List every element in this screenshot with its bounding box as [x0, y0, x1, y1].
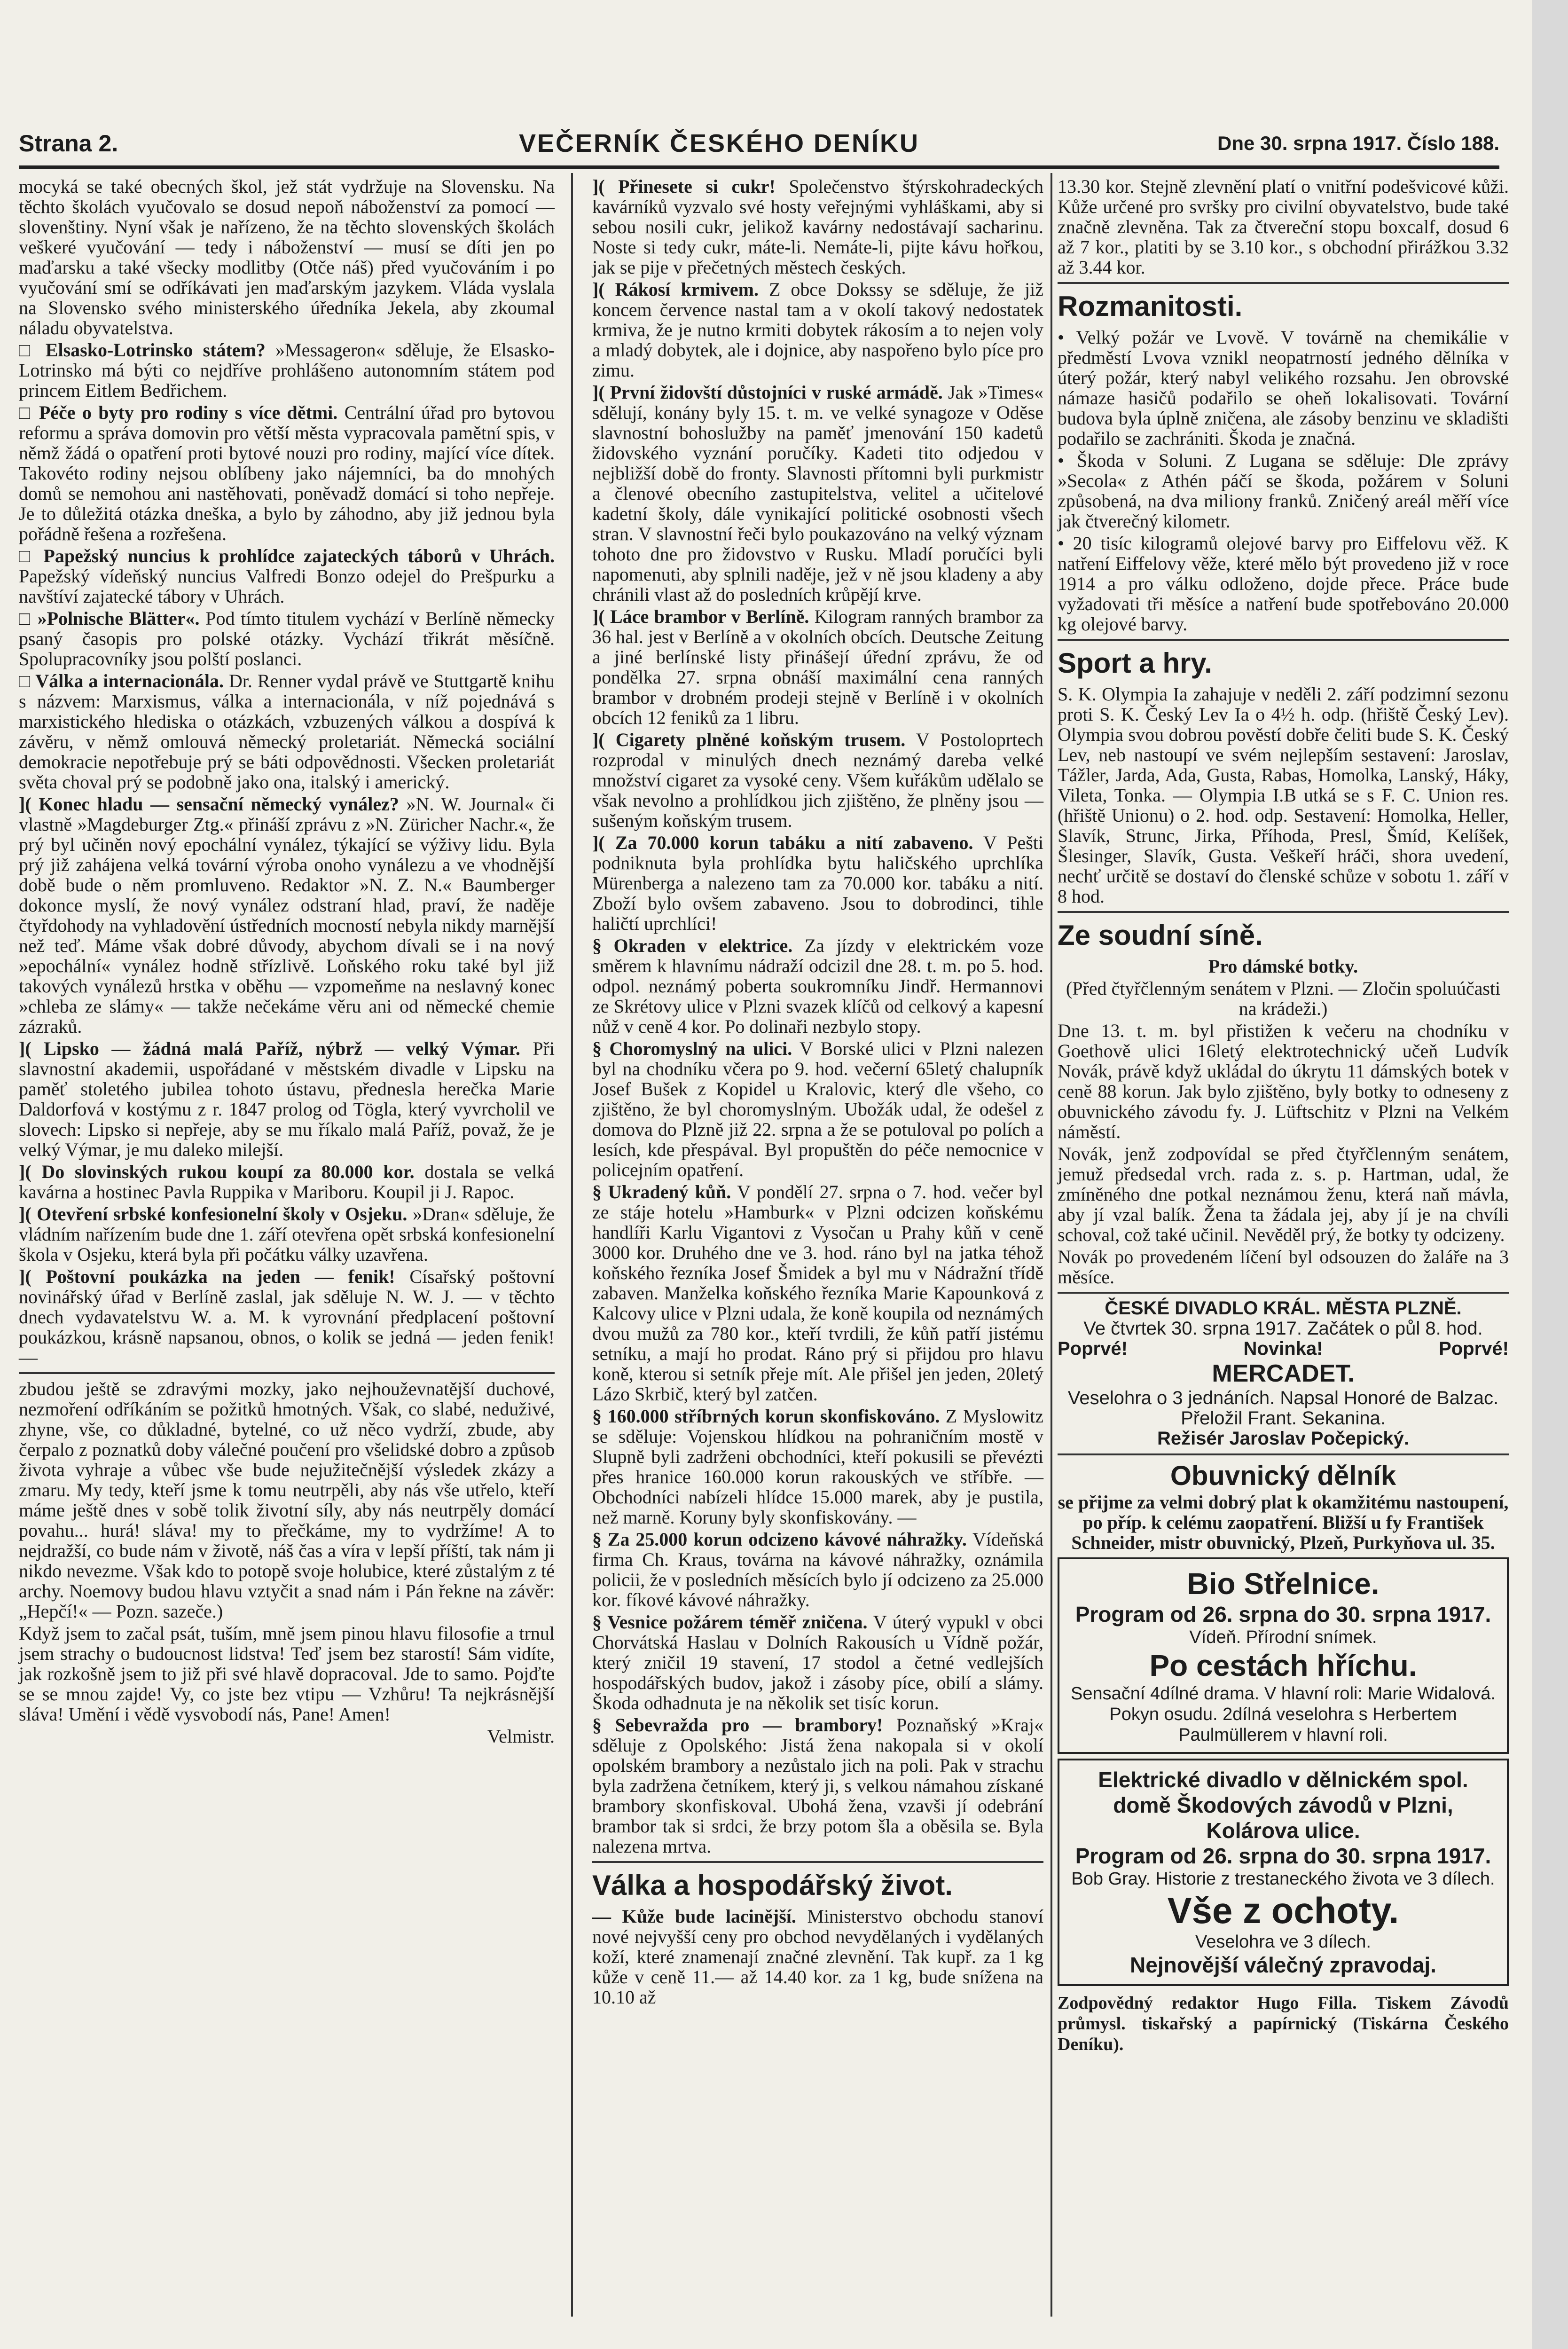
film-2-title: Po cestách hříchu.: [1149, 1649, 1417, 1682]
headline: □ Papežský nuncius k prohlídce zajateckých táborů v Uhrách.: [19, 545, 555, 566]
article-text: • 20 tisíc kilogramů olejové barvy pro Eiffelovu věž. K natření Eiffelovy věže, které mělo být provedeno již v roce 1914 a pro válku odloženo, dojde přece. Práce bude vyžadovati tři měsíce a natření bude spotřebováno 20.000 kg olejové barvy.: [1058, 533, 1509, 635]
job-ad-title: Obuvnický dělník: [1170, 1461, 1396, 1491]
article-text: Ministerstvo obchodu stanoví nové nejvyšší ceny pro obchod nevydělaných i vydělaných koží, které znamenají značné zlevnění. Tak kupř. za 1 kg kůže v ceně 11.— až 14.40 kor. za 1 kg, bude snížena na 10.10 až: [592, 1906, 1044, 2008]
scan-edge: [1532, 0, 1568, 2349]
article-text: Společenstvo štýrskohradeckých kavárníků vyzvalo své hosty veřejnými vyhláškami, aby si sebou nosili cukr, jelikož kavárny nedostávají sacharinu. Noste si tedy cukr, máte-li. Nemáte-li, pijte kávu hořkou, jak se pije v přečetných městech českých.: [592, 176, 1044, 278]
article-text: S. K. Olympia Ia zahajuje v neděli 2. září podzimní sezonu proti S. K. Český Lev Ia o 4½ h. odp. (hřiště Český Lev). Olympia svou dobrou pověstí dobře čeliti bude S. K. Český Lev, neb nastoupí ve svém nejlepším sestavení: Jaroslav, Tážler, Jarda, Ada, Gusta, Rabas, Homolka, Lanský, Háky, Vileta, Tonka. — Olympia I.B utká se s F. C. Union res. (hřiště Unionu) o 2. hod. odp. Sestavení: Homolka, Heller, Slavík, Strunc, Jirka, Příhoda, Presl, Šmíd, Kelíšek, Šlesinger, Slavík, Gusta. Veškeří hráči, shora uvedení, nechť určitě se dostaví do členské schůze v sobotu 1. září v 8 hod.: [1058, 683, 1509, 907]
theatre-name: ČESKÉ DIVADLO KRÁL. MĚSTA PLZNĚ.: [1105, 1298, 1462, 1319]
article-text: V Postoloprtech rozprodal v minulých dnech neznámý dareba velké množství cigaret za vysoké ceny. Všem kuřákům udělalo se však nevolno a prohlídkou jich zjištěno, že plněny jsou — sušeným koňským trusem.: [592, 729, 1043, 831]
article-text: Z obce Dokssy se sděluje, že již koncem července nastal tam a v okolí takový nedostatek krmiva, že je nutno krmiti dobytek rákosím a to nejen voly a mladý dobytek, ale i dojnice, aby naspořeno bylo píce pro zimu.: [592, 279, 1043, 381]
headline: ]( Do slovinských rukou koupí za 80.000 kor.: [19, 1161, 415, 1182]
film-2-info: Sensační 4dílné drama. V hlavní roli: Marie Widalová.: [1071, 1684, 1496, 1704]
section-heading-war-economy: Válka a hospodářský život.: [592, 1870, 953, 1901]
article-text: Císařský poštovní novinářský úřad v Berlíně zaslal, jak sděluje N. W. J. — v těchto dnech vydavatelstvu W. a. M. k vyrovnání předplacení poštovní poukázkou, krásně napsanou, obnos, o kolik se jedná — jeden fenik! —: [19, 1266, 555, 1368]
headline: Pro dámské botky.: [1208, 956, 1358, 977]
headline: ]( Rákosí krmivem.: [592, 279, 759, 300]
film-1: Bob Gray. Historie z trestaneckého života ve 3 dílech.: [1071, 1869, 1495, 1889]
header-rule: [19, 165, 1499, 169]
headline: § Ukradený kůň.: [592, 1181, 731, 1202]
film-1: Vídeň. Přírodní snímek.: [1189, 1627, 1377, 1647]
article-text: 13.30 kor. Stejně zlevnění platí o vnitřní podešvicové kůži. Kůže určené pro svršky pro civilní obyvatelstvo, bude také značně zlevněna. Tak za čtvereční stopu boxcalf, dosud 6 až 7 kor., platiti by se 3.10 kor., s obchodní přirážkou 3.32 až 3.44 kor.: [1058, 176, 1509, 278]
article-text: Poznaňský »Kraj« sděluje z Opolského: Jistá žena nakopala si v okolí opolském brambory a nezůstalo jich na poli. Pak v strachu byla zadržena četníkem, který ji, s velkou námahou získané brambory skonfiskoval. Ubohá žena, vzavši jí odebrání brambor tak si srdci, že brzy potom šla a oběsila se. Byla nalezena mrtva.: [592, 1714, 1044, 1857]
headline: ]( Přinesete si cukr!: [592, 176, 776, 197]
headline: ]( Lipsko — žádná malá Paříž, nýbrž — velký Výmar.: [19, 1038, 520, 1059]
premiere-label: Poprvé!: [1439, 1338, 1509, 1359]
article-text: Z Myslowitz se sděluje: Vojenskou hlídkou na pohraničním mostě v Slupně byli zadrženi obchodníci, kteří pokusili se převézti přes hranice 160.000 korun rakouských ve stříbře. — Obchodníci nabízeli hlídce 15.000 marek, aby je pustila, než marně. Koruny byly skonfiskovány. —: [592, 1406, 1044, 1528]
headline: § Okraden v elektrice.: [592, 935, 793, 956]
play-title: MERCADET.: [1212, 1360, 1355, 1387]
cinema-program: Program od 26. srpna do 30. srpna 1917.: [1075, 1844, 1491, 1868]
headline: — Kůže bude lacinější.: [592, 1906, 796, 1927]
headline: □ »Polnische Blätter«.: [19, 608, 200, 629]
article-text: »Dran« sděluje, že vládním nařízením bude dne 1. září otevřena opět srbská konfesionelní škola v Osjeku, která byla při počátku války uzavřena.: [19, 1203, 555, 1265]
column-divider-2: [1051, 173, 1052, 2317]
feuilleton-text: zbudou ještě se zdravými mozky, jako nejhouževnatější duchové, nezmoření odříkáním se požitků hmotných. Však, co slabé, neduživé, zhyne, vše, co důkladné, bytelné, co už něco vydrží, zbude, aby čerpalo z poznatků doby válečné poučení pro všelidské dobro a způsob života vyhraje a vůbec vše bude nejužitečnější výsledek zkázy a zmaru. My tedy, kteří jsme k tomu neutrpěli, aby nás vše utřelo, kteří máme ještě dnes v sobě tolik životní síly, aby nás neutrpěly domácí povahu... hurá! sláva! my to přečkáme, my to vydržíme! A to nejdražší, co bude nám v životě, náš čas a víra v lepší příští, tak nám ji nikdo nevezme. Však kdo to potopě svoje holubice, které zůstalým z té archy. Noemovy budou hlavu vztyčit a snad nám i Pán řekne na závěr: „Hepčí!« — Pozn. sazeče.): [19, 1378, 555, 1622]
column-2: [592, 176, 1043, 2009]
feuilleton-text: Když jsem to začal psát, tuším, mně jsem pinou hlavu filosofie a trnul jsem strachy o budoucnost lidstva! Teď jsem bez starostí! Sám vidíte, jak rozkošně jsem to již při své hlavě dopracoval. Jde to samo. Pojďte se se mnou zajde! Vy, co jste bez vtipu — Vzhůru! Ta nejkrásnější sláva! Umění i vědě vysvobodí nás, Pane! Amen!: [19, 1623, 555, 1725]
article-text: Centrální úřad pro bytovou reformu a správa domovin pro větší města vypracovala pamětní spis, v němž žádá o opatření proti bytové nouzi pro rodiny, mající více dítek. Takovéto rodiny nejsou oblíbeny jako nájemníci, ba do mnohých domů se nemohou ani nastěhovati, poněvadž domácí si toho nepřeje. Je to důležitá otázka dneška, a bylo by záhodno, aby již jednou byla pořádně řešena a rozřešena.: [19, 402, 555, 544]
section-rule: [1058, 1292, 1509, 1294]
signature: Velmistr.: [487, 1726, 555, 1747]
article-text: Dne 13. t. m. byl přistižen k večeru na chodníku v Goethově ulici 16letý elektrotechnický učeň Ludvík Novák, právě když ukládal do úkrytu 11 dámských botek v ceně 88 korun. Jak bylo zjištěno, byly botky to odneseny z obuvnického závodu fy. J. Lüftschitz v Plzni na Velkém náměstí.: [1058, 1020, 1509, 1142]
cinema-name: Bio Střelnice.: [1187, 1567, 1380, 1601]
headline: ]( Otevření srbské konfesionelní školy v Osjeku.: [19, 1203, 408, 1225]
job-ad: [1058, 1460, 1509, 1553]
article-slovak-schools: mocyká se také obecných škol, jež stát vydržuje na Slovensku. Na těchto školách vyučovalo se dosud nepoň náboženství za pomocí — slovenštiny. Nyní však je nařízeno, že na těchto slovenských školách veškeré vyučování — tedy i náboženství — musí se díti jen po maďarsku a také všecky modlitby (Otče náš) před vyučováním i po vyučování smí se odříkávati jen maďarským jazykem. Vláda vyslala na Slovensko svého ministerského úředníka Jekela, aby zkoumal náladu obyvatelstva.: [19, 176, 555, 338]
article-text: Novák, jenž zodpovídal se před čtyřčlenným senátem, jemuž předsedal vrch. rada z. s. p. Hartman, udal, že zmíněného dne potkal neznámou ženu, která naň mávla, aby jí vzal balík. Žena ta žádala jej, aby jí je na chvíli schoval, což také učinil. Nevěděl prý, že botky ty odcizeny.: [1058, 1143, 1509, 1245]
article-text: Při slavnostní akademii, uspořádané v městském divadle v Lipsku na paměť stoletého jubilea tohoto ústavu, přednesla herečka Marie Daldorfová v kostýmu z r. 1847 prolog od Tögla, který vyvrcholil ve slovech: Lipsko si nepřeje, aby se mu říkalo malá Paříž, považ, že je velký Výmar, je mu daleko milejší.: [19, 1038, 555, 1160]
film-2-title: Vše z ochoty.: [1167, 1890, 1399, 1931]
section-rule: [1058, 639, 1509, 641]
section-rule: [19, 1372, 555, 1374]
imprint: Zodpovědný redaktor Hugo Filla. Tiskem Závodů průmysl. tiskařský a papírnický (Tiskárna Českého Deníku).: [1058, 1993, 1509, 2054]
column-divider-1: [571, 173, 573, 2317]
article-text: Pod tímto titulem vychází v Berlíně německy psaný časopis pro polské otázky. Vychází třikrát měsíčně. Spolupracovníky jsou polští poslanci.: [19, 608, 555, 669]
headline: § Vesnice požárem téměř zničena.: [592, 1611, 868, 1633]
section-heading-sport: Sport a hry.: [1058, 647, 1212, 679]
cinema-name: Elektrické divadlo v dělnickém spol. domě Škodových závodů v Plzni, Kolárova ulice.: [1098, 1768, 1468, 1843]
film-3: Nejnovější válečný zpravodaj.: [1130, 1953, 1436, 1977]
headline: ]( Konec hladu — sensační německý vynález?: [19, 793, 399, 815]
section-heading-court: Ze soudní síně.: [1058, 919, 1263, 951]
job-ad-text: se přijme za velmi dobrý plat k okamžitému nastoupení, po příp. k celému zaopatření. Bližší u fy František Schneider, mistr obuvnický, Plzeň, Purkyňova ul. 35.: [1058, 1492, 1509, 1553]
headline: ]( Cigarety plněné koňským trusem.: [592, 729, 906, 750]
article-text: V Pešti podniknuta byla prohlídka bytu haličského uprchlíka Mürenberga a nalezeno tam za 70.000 kor. tabáku a nití. Zboží bylo ovšem zabaveno. Jsou to dobrodinci, tihle haličtí uprchlíci!: [592, 832, 1043, 934]
newspaper-title: VEČERNÍK ČESKÉHO DENÍKU: [518, 129, 920, 157]
headline: ]( První židovští důstojníci v ruské armádě.: [592, 382, 943, 403]
article-text: V Borské ulici v Plzni nalezen byl na chodníku včera po 9. hod. večerní 65letý chalupník Josef Bušek z Kopidel u Kralovic, který dle všeho, co zjištěno, že byl choromyslným. Ubožák udal, že odešel z domova do Plzně již 22. srpna a že se potuloval po polích a lesích, kde přespával. Byl propuštěn do péče nemocnice v policejním opatření.: [592, 1038, 1044, 1180]
column-3: [1058, 176, 1509, 2055]
page-number: Strana 2.: [19, 130, 118, 157]
headline: □ Péče o byty pro rodiny s více dětmi.: [19, 402, 338, 423]
article-text: Novák po provedeném líčení byl odsouzen do žaláře na 3 měsíce.: [1058, 1246, 1509, 1288]
cinema-program: Program od 26. srpna do 30. srpna 1917.: [1075, 1602, 1491, 1626]
headline: § 160.000 stříbrných korun skonfiskováno.: [592, 1406, 940, 1427]
headline: § Sebevražda pro — brambory!: [592, 1714, 883, 1736]
article-text: • Velký požár ve Lvově. V továrně na chemikálie v předměstí Lvova vznikl neopatrností jedného dělníka v úterý požár, který nabyl velikého rozsahu. Jen obrovské námaze hasičů podařilo se oheň lokalisovati. Tovární budova byla úplně zničena, ale zásoby benzinu ve skladišti podařilo se zachrániti. Škoda je značná.: [1058, 327, 1509, 449]
article-text: Papežský vídeňský nuncius Valfredi Bonzo odejel do Prešpurku a navštíví zajatecké tábory v Uhrách.: [19, 566, 555, 607]
article-text: Za jízdy v elektrickém voze směrem k hlavnímu nádraží odcizil dne 28. t. m. po 5. hod. odpol. neznámý pobertа soukromníku Jindř. Hermannovi ze Skrétovy ulice v Plzni svazek klíčů od celkový a kapesní nůž v ceně 4 kor. Po dolinaři nezbylo stopy.: [592, 935, 1044, 1037]
headline: § Za 25.000 korun odcizeno kávové náhražky.: [592, 1529, 967, 1550]
article-text: Dr. Renner vydal právě ve Stuttgartě knihu s názvem: Marxismus, válka a internacionála, v níž pojednává s marxistického hlediska o otázkách, vzbuzených válkou a dospívá k závěru, v němž omlouvá německý proletariát. Německá sociální demokracie nepotřebuje prý se báti odpovědnosti. Všecken proletariát světa choval prý se podobně jako ona, italský i americký.: [19, 670, 555, 793]
issue-date: Dne 30. srpna 1917. Číslo 188.: [1217, 132, 1499, 154]
headline: ]( Poštovní poukázka na jeden — fenik!: [19, 1266, 395, 1287]
section-rule: [1058, 911, 1509, 913]
headline: □ Elsasko-Lotrinsko státem?: [19, 339, 266, 361]
section-rule: [592, 1861, 1043, 1863]
play-director: Režisér Jaroslav Počepický.: [1157, 1428, 1409, 1449]
premiere-label: Poprvé!: [1058, 1338, 1128, 1359]
theatre-premiere-row: [1058, 1339, 1509, 1359]
theatre-date: Ve čtvrtek 30. srpna 1917. Začátek o půl 8. hod.: [1083, 1318, 1483, 1339]
headline: § Choromyslný na ulici.: [592, 1038, 792, 1059]
headline: ]( Za 70.000 korun tabáku a nití zabaveno.: [592, 832, 973, 853]
play-info: Veselohra o 3 jednáních. Napsal Honoré de Balzac. Přeložil Frant. Sekanina.: [1067, 1388, 1499, 1429]
section-heading-miscellany: Rozmanitosti.: [1058, 291, 1243, 322]
article-text: Kilogram ranných brambor za 36 hal. jest v Berlíně a v okolních obcích. Deutsche Zeitung a jiné berlínské listy přinášejí úřední zprávu, že od pondělka 27. srpna obnáší maximální cena ranných brambor v drobném prodeji stejně v Berlíně i v okolních obcích 12 feniků za 1 libru.: [592, 606, 1043, 728]
article-text: Vídeňská firma Ch. Kraus, továrna na kávové náhražky, oznámila policii, že v posledních měsících bylo jí odcizeno za 25.000 kor. fíkové kávové náhražky.: [592, 1529, 1044, 1611]
film-2-info: Veselohra ve 3 dílech.: [1195, 1932, 1371, 1952]
article-text: dostala se velká kavárna a hostinec Pavla Ruppika v Mariboru. Koupil ji J. Rapoc.: [19, 1161, 555, 1202]
cinema-ad-bio: [1058, 1557, 1509, 1754]
column-1: [19, 176, 555, 1748]
section-rule: [1058, 282, 1509, 284]
article-text: »Messageron« sděluje, že Elsasko-Lotrinsko má býti co nejdříve prohlášeno autonomním státem pod princem Eitlem Bedřichem.: [19, 339, 555, 401]
article-text: V pondělí 27. srpna o 7. hod. večer byl ze stáje hotelu »Hamburk« v Plzni odcizen koňskému handlíři Karlu Vigantovi z Vysočan u Prahy kůň v ceně 3000 kor. Druhého dne ve 3. hod. ráno byl na jatka téhož koňského řezníka Josef Šmidek a byl mu v Nádražní třídě zabaven. Manželka koňského řezníka Marie Kapounková z Kalcovy ulice v Plzni udala, že koně koupila od neznámých dvou mužů za 780 kor., kteří tvrdili, že kůň patří jistému setníku, a mají ho prodat. Ráno prý si přijdou pro hlavu koně, kterou si setník přeje mít. Ale přišel jen jeden, 20letý Lázo Skrbič, který byl zatčen.: [592, 1181, 1044, 1405]
headline: □ Válka a internacionála.: [19, 670, 224, 691]
article-text: »N. W. Journal« či vlastně »Magdeburger Ztg.« přináší zprávu z »N. Züricher Nachr.«, že prý byl učiněn nový epochální vynález, týkající se výživy lidu. Byla prý již zahájena velká tovární výroba onoho vynálezu a ve vhodnější době bude o něm promluveno. Redaktor »N. Z. N.« Baumberger dokonce myslí, že nový vynález odstraní hlad, praví, že naděje čtyřdohody na vyhladovění ústředních mocností nebyla nikdy marnější než teď. Máme však dobré důvody, abychom dívali se i na nový »epochální« vynález hodně střízlivě. Loňského roku také byl již takových vynálezů hrstka v oběhu — vzpomeňme na neslavný konec »chleba ze slámy« — takže nečekáme věru ani od německé chemie zázraků.: [19, 793, 555, 1037]
article-text: • Škoda v Soluni. Z Lugana se sděluje: Dle zprávy »Secola« z Athén páčí se škoda, požárem v Soluni způsobená, na dva miliony franků. Zničený areál měří více jak čtverečný kilometr.: [1058, 450, 1509, 532]
headline: ]( Láce brambor v Berlíně.: [592, 606, 809, 627]
novelty-label: Novinka!: [1243, 1338, 1323, 1359]
article-text: Jak »Times« sdělují, konány byly 15. t. m. ve velké synagoze v Oděse slavnostní bohoslužby na paměť jmenování 150 kadetů židovského vyznání poručíky. Kadeti tito odjedou v nejbližší době do fronty. Slavnosti přítomni byli purkmistr a členové obecního zastupitelstva, velitel a učitelové kadetní školy, dále vynikající politické osobnosti všech stran. V slavnostní řeči bylo poukazováno na velký význam tohoto dne pro židovstvo v Rusku. Mladí poručíci byli napomenuti, aby splnili naděje, jež v ně jsou kladeny a aby chránili vlast až do posledních krůpějí krve.: [592, 382, 1043, 605]
article-text: V úterý vypukl v obci Chorvátská Haslau v Dolních Rakousích u Vídně požár, který zničil 19 stavení, 17 stodol a četné vedlejších hospodářských budov, jakož i zásoby píce, obilí a slámy. Škoda odhadnuta je na několik set tisíc korun.: [592, 1611, 1043, 1713]
article-subtitle: (Před čtyřčlenným senátem v Plzni. — Zločin spoluúčasti na krádeži.): [1066, 978, 1501, 1019]
theatre-ad: [1058, 1298, 1509, 1449]
section-rule: [1058, 1453, 1509, 1455]
cinema-ad-electric: [1058, 1759, 1509, 1986]
page-header: [19, 129, 1499, 157]
film-3: Pokyn osudu. 2dílná veselohra s Herbertem Paulmüllerem v hlavní roli.: [1109, 1705, 1457, 1745]
